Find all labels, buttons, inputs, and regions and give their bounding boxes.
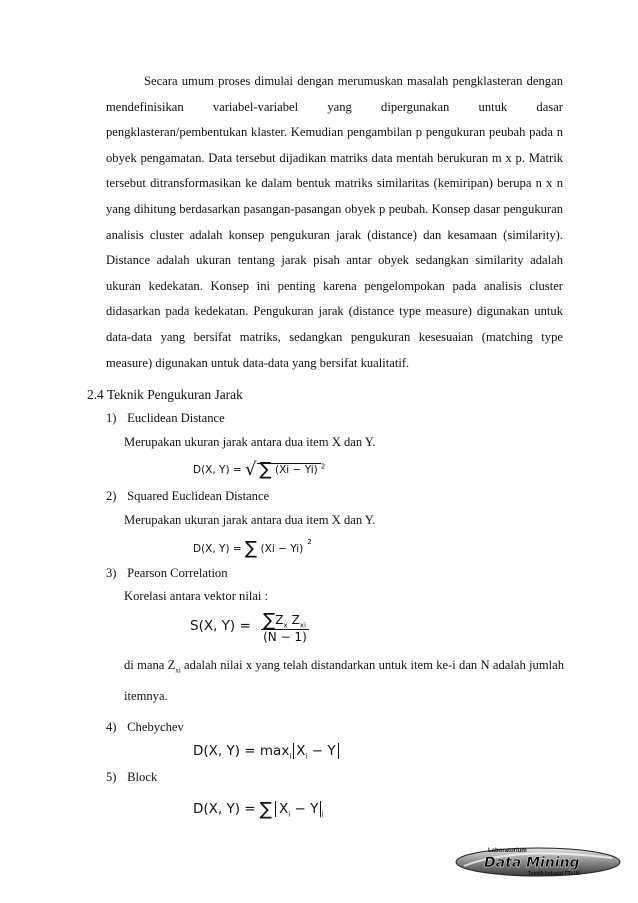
squared-euclidean-formula <box>193 536 312 559</box>
item-euclidean <box>106 411 225 426</box>
section-number: 2.4 <box>87 387 104 402</box>
euclidean-formula <box>193 457 325 478</box>
logo-top-text: Laboratorium <box>488 848 527 854</box>
pearson-formula <box>190 608 309 644</box>
section-heading <box>87 387 243 403</box>
section-title: Teknik Pengukuran Jarak <box>106 387 243 402</box>
item-block <box>106 770 157 785</box>
item-pearson-note: di mana $Z_{xi}$ adalah nilai x yang telah distandarkan untuk item ke-i dan N adalah jumlah itemnya. <box>124 658 564 704</box>
item-number: 2) <box>106 489 117 503</box>
item-number: 5) <box>106 770 117 784</box>
item-squared-euclidean-desc: Merupakan ukuran jarak antara dua item X dan Y. <box>124 513 376 527</box>
item-number: 4) <box>106 720 117 734</box>
formula-fraction <box>261 608 309 644</box>
item-title: Block <box>127 770 158 784</box>
logo-sub-text: Teknik Industri FTI UII <box>528 871 580 877</box>
item-chebychev <box>106 720 184 735</box>
chebychev-formula: D(X, $Y) = \max_i X_i - Y$ <box>193 743 339 761</box>
item-number: 1) <box>106 411 117 425</box>
formula-lhs: D(X, Y) = <box>193 543 242 555</box>
sum-symbol: ∑ <box>263 610 276 631</box>
formula-body: (Xi − Yi) <box>260 543 304 555</box>
intro-paragraph-text: Secara umum proses dimulai dengan merumuskan masalah pengklasteran dengan mendefinisikan variabel-variabel yang dipergunakan untuk dasar pengklasteran/pembentukan klaster. Kemudian pengambilan p pengukuran peubah pada n obyek pengamatan. Data tersebut dijadikan matriks data mentah berukuran m x p. Matrik tersebut ditransformasikan ke dalam bentuk matriks similaritas (kemiripan) berupa n x n yang dihitung berdasarkan pasangan-pasangan obyek p peubah. Konsep dasar pengukuran analisis cluster adalah konsep pengukuran jarak (distance) dan kesamaan (similarity). Distance adalah ukuran tentang jarak pisah antar obyek sedangkan similarity adalah ukuran kedekatan. Konsep ini penting karena pengelompokan pada analisis cluster didasarkan pada kedekatan. Pengukuran jarak (distance type measure) digunakan untuk data-data yang bersifat matriks, sedangkan pengukuran kesesuaian (matching type measure) digunakan untuk data-data yang bersifat kualitatif. <box>106 74 563 370</box>
item-title: Pearson Correlation <box>127 566 228 580</box>
item-squared-euclidean <box>106 489 269 504</box>
item-pearson-desc: Korelasi antara vektor nilai : <box>124 589 269 603</box>
sum-symbol: ∑ <box>245 538 258 559</box>
item-title: Squared Euclidean Distance <box>127 489 270 503</box>
block-formula: D(X, Y) = ∑ $X_i - Y$ $_i$ <box>193 799 324 820</box>
item-title: Chebychev <box>127 720 184 734</box>
formula-exponent: 2 <box>307 537 312 546</box>
fraction-denominator: (N − 1) <box>263 630 307 645</box>
item-pearson <box>106 566 228 581</box>
abs-right <box>336 743 339 759</box>
formula-lhs: S(X, Y) = <box>190 618 251 635</box>
logo-main-text: Data Mining <box>484 855 580 871</box>
formula-lhs: D(X, Y) = <box>193 464 242 476</box>
sum-symbol: ∑ <box>259 799 273 820</box>
intro-paragraph <box>106 69 563 376</box>
item-title: Euclidean Distance <box>127 411 225 425</box>
sum-symbol: ∑ <box>259 459 272 480</box>
formula-exponent: 2 <box>320 462 326 471</box>
fraction-numerator: $\sum Z_x$ $Z_{xi}$ <box>261 608 309 630</box>
item-euclidean-desc: Merupakan ukuran jarak antara dua item X dan Y. <box>124 435 376 449</box>
formula-body: (Xi − Yi) <box>275 464 318 476</box>
sqrt-symbol: √ ∑ (Xi − Yi) <box>245 457 321 478</box>
formula-lhs: D(X, Y) = max <box>193 743 290 759</box>
item-number: 3) <box>106 566 117 580</box>
data-mining-lab-logo <box>454 840 622 880</box>
formula-lhs: D(X, Y) = <box>193 801 256 817</box>
